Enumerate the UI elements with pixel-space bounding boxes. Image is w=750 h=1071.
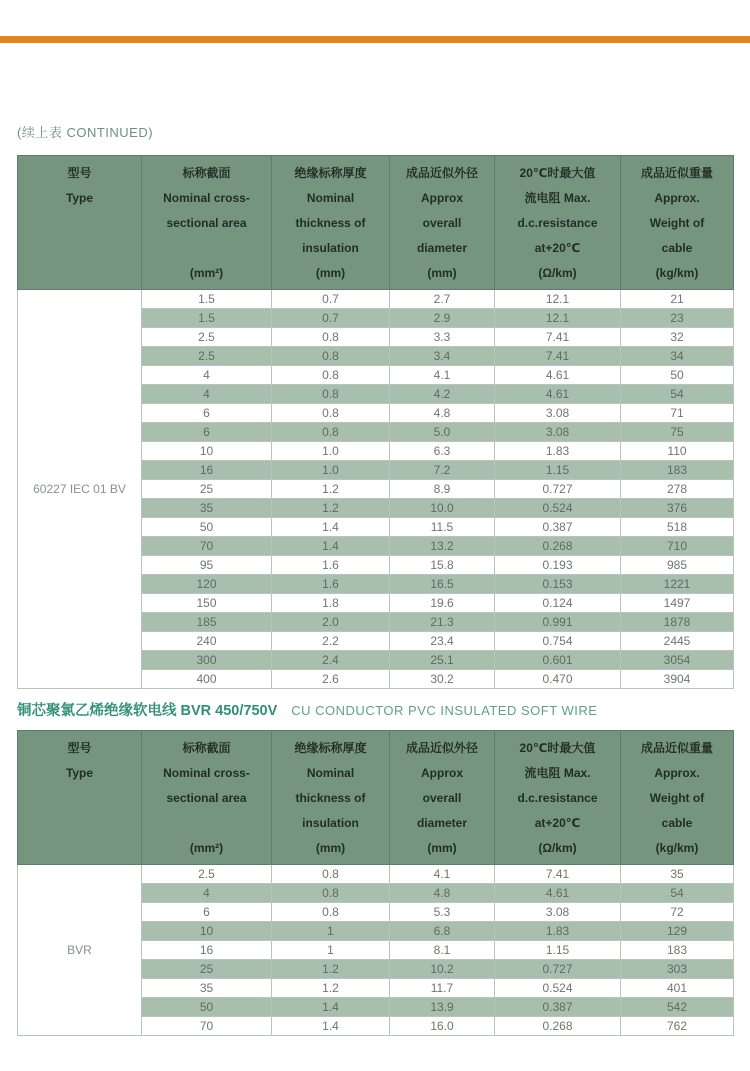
section-title-chinese: 铜芯聚氯乙烯绝缘软电线 BVR 450/750V [17,703,278,719]
header-line [18,211,141,236]
header-line: Type [65,191,94,205]
data-cell: 0.268 [495,537,621,556]
data-cell: 1.2 [272,480,390,499]
data-cell: 1 [272,941,390,960]
data-cell: 0.387 [495,998,621,1017]
data-cell: 5.3 [390,903,495,922]
data-cell: 1.4 [272,1017,390,1036]
data-cell: 10 [142,442,272,461]
data-cell: 300 [142,651,272,670]
data-cell: 1.15 [495,461,621,480]
data-cell: 183 [621,461,734,480]
data-cell: 50 [142,518,272,537]
data-cell: 50 [142,998,272,1017]
data-cell: 3.08 [495,423,621,442]
data-cell: 2.5 [142,328,272,347]
data-cell: 1.83 [495,442,621,461]
column-header-type [18,731,142,865]
header-line: Nominal [306,766,355,780]
data-cell: 21 [621,290,734,309]
data-cell: 0.8 [272,347,390,366]
header-line: (mm²) [189,841,224,855]
data-cell: 3.08 [495,903,621,922]
header-line: d.c.resistance [517,791,598,805]
data-cell: 54 [621,884,734,903]
data-cell: 4.1 [390,865,495,884]
column-header-cross-section [142,731,272,865]
data-cell: 1.2 [272,979,390,998]
data-cell: 4 [142,884,272,903]
header-line: 成品近似重量 [640,741,713,755]
data-cell: 7.41 [495,328,621,347]
data-cell: 12.1 [495,309,621,328]
data-cell: 400 [142,670,272,689]
header-line: cable [661,816,693,830]
header-line: Approx. [654,766,700,780]
table-body [18,865,734,1036]
data-cell: 30.2 [390,670,495,689]
data-cell: 1221 [621,575,734,594]
header-line: 绝缘标称厚度 [294,741,367,755]
header-line [18,236,141,261]
data-cell: 71 [621,404,734,423]
column-header-insulation [272,731,390,865]
data-cell: 70 [142,1017,272,1036]
header-line: (Ω/km) [538,841,577,855]
header-line: overall [422,791,462,805]
data-cell: 12.1 [495,290,621,309]
data-cell: 1878 [621,613,734,632]
data-cell: 0.7 [272,309,390,328]
data-cell: 16 [142,941,272,960]
data-cell: 710 [621,537,734,556]
data-cell: 7.41 [495,347,621,366]
data-cell: 183 [621,941,734,960]
data-cell: 0.268 [495,1017,621,1036]
data-cell: 1.15 [495,941,621,960]
data-cell: 11.7 [390,979,495,998]
data-cell: 1.4 [272,537,390,556]
header-line: Nominal cross- [163,191,250,205]
data-cell: 10.0 [390,499,495,518]
header-line: insulation [302,816,359,830]
data-cell: 2.2 [272,632,390,651]
header-line: 成品近似外径 [405,741,478,755]
header-line: insulation [302,241,359,255]
data-cell: 1.0 [272,442,390,461]
header-line: (kg/km) [655,841,699,855]
data-cell: 120 [142,575,272,594]
data-cell: 15.8 [390,556,495,575]
header-line: d.c.resistance [517,216,598,230]
header-line: 流电阻 Max. [524,766,591,780]
header-line: 型号 [67,741,92,755]
data-cell: 23 [621,309,734,328]
data-cell: 185 [142,613,272,632]
column-header-weight [621,731,734,865]
data-cell: 278 [621,480,734,499]
data-cell: 2.7 [390,290,495,309]
data-cell: 6.3 [390,442,495,461]
data-cell: 50 [621,366,734,385]
data-cell: 0.153 [495,575,621,594]
data-cell: 13.9 [390,998,495,1017]
data-cell: 1.6 [272,556,390,575]
data-cell: 1.2 [272,960,390,979]
data-cell: 4.2 [390,385,495,404]
header-line: (mm) [315,841,346,855]
data-cell: 6.8 [390,922,495,941]
header-line: 成品近似重量 [640,166,713,180]
header-line: Type [65,766,94,780]
data-cell: 34 [621,347,734,366]
data-cell: 4.8 [390,884,495,903]
data-cell: 4 [142,385,272,404]
data-cell: 4.61 [495,366,621,385]
column-header-cross-section [142,156,272,290]
data-cell: 0.601 [495,651,621,670]
column-header-resistance [495,731,621,865]
header-line [18,811,141,836]
data-cell: 0.8 [272,903,390,922]
data-cell: 4.61 [495,385,621,404]
data-cell: 0.387 [495,518,621,537]
data-cell: 21.3 [390,613,495,632]
header-line: Approx. [654,191,700,205]
data-cell: 13.2 [390,537,495,556]
data-cell: 1.83 [495,922,621,941]
data-cell: 1.5 [142,290,272,309]
data-cell: 542 [621,998,734,1017]
header-line [142,236,271,261]
data-cell: 6 [142,404,272,423]
data-cell: 0.193 [495,556,621,575]
data-cell: 376 [621,499,734,518]
data-cell: 10 [142,922,272,941]
header-line: at+20℃ [534,816,581,830]
header-line: diameter [416,241,468,255]
data-cell: 0.524 [495,499,621,518]
header-line: sectional area [166,791,247,805]
header-line [18,261,141,286]
data-cell: 25 [142,960,272,979]
header-line: 20℃时最大值 [519,741,596,755]
column-header-resistance [495,156,621,290]
data-cell: 95 [142,556,272,575]
data-cell: 35 [142,979,272,998]
data-cell: 0.727 [495,480,621,499]
data-cell: 303 [621,960,734,979]
data-cell: 762 [621,1017,734,1036]
data-cell: 16 [142,461,272,480]
data-cell: 35 [142,499,272,518]
data-cell: 0.7 [272,290,390,309]
header-line: at+20℃ [534,241,581,255]
data-cell: 240 [142,632,272,651]
data-cell: 0.524 [495,979,621,998]
header-line: diameter [416,816,468,830]
data-cell: 1.5 [142,309,272,328]
data-cell: 23.4 [390,632,495,651]
table-body [18,290,734,689]
data-cell: 1.8 [272,594,390,613]
header-line: (mm) [315,266,346,280]
header-line [18,836,141,861]
data-cell: 2.6 [272,670,390,689]
header-line: thickness of [295,791,366,805]
data-cell: 25 [142,480,272,499]
data-cell: 2.0 [272,613,390,632]
data-cell: 72 [621,903,734,922]
data-cell: 19.6 [390,594,495,613]
top-accent-bar [0,36,750,43]
header-line: Approx [421,191,463,205]
data-cell: 6 [142,903,272,922]
data-cell: 401 [621,979,734,998]
data-cell: 5.0 [390,423,495,442]
data-cell: 985 [621,556,734,575]
header-line: 型号 [67,166,92,180]
header-line: (mm) [427,266,457,280]
data-cell: 3.08 [495,404,621,423]
data-cell: 150 [142,594,272,613]
header-line: Approx [421,766,463,780]
data-cell: 16.0 [390,1017,495,1036]
data-cell: 1.6 [272,575,390,594]
data-cell: 70 [142,537,272,556]
header-line: cable [661,241,693,255]
type-label-cell: BVR [18,865,142,1036]
header-line: (Ω/km) [538,266,577,280]
data-cell: 11.5 [390,518,495,537]
header-line: sectional area [166,216,247,230]
data-cell: 2445 [621,632,734,651]
data-cell: 7.2 [390,461,495,480]
data-cell: 0.8 [272,366,390,385]
data-cell: 1 [272,922,390,941]
header-line: thickness of [295,216,366,230]
header-line: 20℃时最大值 [519,166,596,180]
data-cell: 0.8 [272,385,390,404]
header-line: overall [422,216,462,230]
type-label-cell: 60227 IEC 01 BV [18,290,142,689]
header-row [18,731,734,865]
header-line: Nominal [306,191,355,205]
data-cell: 0.991 [495,613,621,632]
data-cell: 10.2 [390,960,495,979]
data-cell: 75 [621,423,734,442]
data-cell: 4.1 [390,366,495,385]
data-cell: 0.8 [272,865,390,884]
header-line: 绝缘标称厚度 [294,166,367,180]
data-cell: 0.8 [272,328,390,347]
data-cell: 0.470 [495,670,621,689]
data-cell: 518 [621,518,734,537]
data-cell: 2.5 [142,347,272,366]
table-header [18,731,734,865]
table-row [18,290,734,309]
column-header-insulation [272,156,390,290]
data-cell: 25.1 [390,651,495,670]
header-line: 流电阻 Max. [524,191,591,205]
data-cell: 110 [621,442,734,461]
column-header-type [18,156,142,290]
data-cell: 8.9 [390,480,495,499]
data-cell: 4 [142,366,272,385]
data-cell: 3054 [621,651,734,670]
wire-spec-table-bvr [17,730,734,1036]
table-header [18,156,734,290]
data-cell: 0.124 [495,594,621,613]
header-row [18,156,734,290]
data-cell: 0.8 [272,884,390,903]
data-cell: 2.4 [272,651,390,670]
data-cell: 0.8 [272,423,390,442]
section-title [17,699,597,720]
data-cell: 129 [621,922,734,941]
wire-spec-table-bv [17,155,734,689]
data-cell: 4.61 [495,884,621,903]
table-row [18,865,734,884]
data-cell: 7.41 [495,865,621,884]
data-cell: 0.754 [495,632,621,651]
data-cell: 1.2 [272,499,390,518]
header-line [18,786,141,811]
continued-label: (续上表 CONTINUED) [17,125,154,140]
data-cell: 32 [621,328,734,347]
header-line: Nominal cross- [163,766,250,780]
header-line: 标称截面 [182,741,231,755]
data-cell: 3.4 [390,347,495,366]
data-cell: 16.5 [390,575,495,594]
column-header-diameter [390,731,495,865]
data-cell: 0.8 [272,404,390,423]
header-line: Weight of [649,791,705,805]
header-line: (mm) [427,841,457,855]
data-cell: 2.5 [142,865,272,884]
data-cell: 1.4 [272,518,390,537]
data-cell: 6 [142,423,272,442]
data-cell: 3904 [621,670,734,689]
data-cell: 54 [621,385,734,404]
column-header-weight [621,156,734,290]
section-title-english: CU CONDUCTOR PVC INSULATED SOFT WIRE [291,703,598,718]
header-line: 标称截面 [182,166,231,180]
data-cell: 0.727 [495,960,621,979]
data-cell: 2.9 [390,309,495,328]
data-cell: 8.1 [390,941,495,960]
header-line: (mm²) [189,266,224,280]
data-cell: 1.4 [272,998,390,1017]
data-cell: 4.8 [390,404,495,423]
data-cell: 35 [621,865,734,884]
data-cell: 1497 [621,594,734,613]
header-line: 成品近似外径 [405,166,478,180]
header-line: (kg/km) [655,266,699,280]
header-line [142,811,271,836]
data-cell: 3.3 [390,328,495,347]
column-header-diameter [390,156,495,290]
data-cell: 1.0 [272,461,390,480]
header-line: Weight of [649,216,705,230]
